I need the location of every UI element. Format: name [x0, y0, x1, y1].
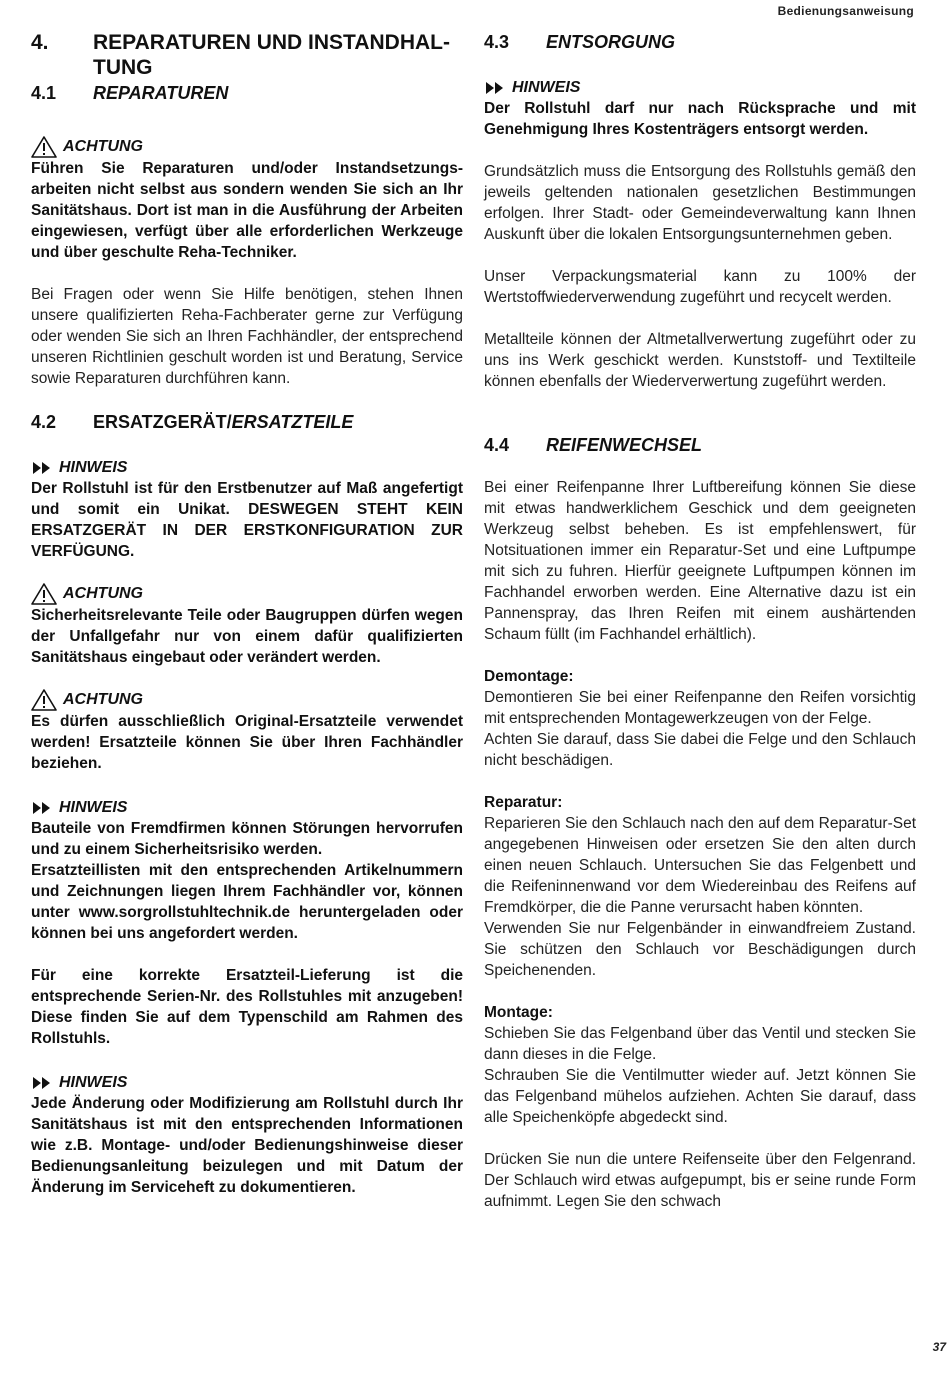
warning-text: Es dürfen ausschließlich Original-Ersatzteile verwendet werden! Ersatzteile können Sie über Ihren Fachhändler beziehen.	[31, 713, 463, 772]
paragraph: Bei einer Reifenpanne Ihrer Luftbereifung können Sie diese mit etwas handwerklichem Geschick und dem geeigneten Werkzeug selbst beheben. Es ist empfehlenswert, für Notsituationen immer ein Reparatur-Set und eine Luftpumpe mit sich zu fuhren. Hierfür geeignete Luftpumpen können im Fachhandel erworben werden. Eine Alternative dazu ist ein Pannenspray, das Ihren Reifen mit einem aushärtenden Schaum füllt (im Fachhandel erhältlich).	[484, 479, 916, 643]
section-number: 4.1	[31, 83, 57, 103]
paragraph: Metallteile können der Altmetallverwertung zugeführt oder zu uns ins Werk geschickt werden. Kunststoff- und Textilteile können ebenfalls der Wiederverwertung zugeführt werden.	[484, 331, 916, 390]
warning-triangle-icon	[31, 689, 57, 711]
section-number: 4.	[31, 31, 49, 54]
section-number: 4.3	[484, 32, 510, 52]
warning-label: ACHTUNG	[31, 136, 463, 158]
subheading-montage: Montage:	[484, 1004, 553, 1021]
paragraph: Schieben Sie das Felgenband über das Ventil und stecken Sie dann dieses in die Felge.	[484, 1025, 916, 1063]
warning-triangle-icon	[31, 583, 57, 605]
double-arrow-icon	[31, 1076, 53, 1090]
hint-text: Der Rollstuhl ist für den Erstbenutzer auf Maß angefertigt und somit ein Unikat. DESWEGEN STEHT KEIN ERSATZGERÄT IN DER ERSTKONFIGURATION ZUR VERFÜGUNG.	[31, 480, 463, 560]
warning-block	[31, 583, 463, 668]
section-4-1-heading	[31, 82, 463, 104]
paragraph: Achten Sie darauf, dass Sie dabei die Felge und den Schlauch nicht beschädigen.	[484, 731, 916, 769]
hint-text: Ersatzteillisten mit den entsprechenden Artikelnummern und Zeichnungen liegen Ihrem Fachhändler vor, können unter www.sorgrollstuhltechnik.de heruntergeladen oder können bei uns angefordert werden.	[31, 862, 463, 942]
section-title: REPARATUREN	[93, 83, 229, 103]
paragraph: Schrauben Sie die Ventilmutter wieder auf. Jetzt können Sie das Felgenband mühelos aufziehen. Achten Sie darauf, dass alle Speichenköpfe abgedeckt sind.	[484, 1067, 916, 1126]
hint-label: HINWEIS	[31, 458, 463, 478]
hint-text: Der Rollstuhl darf nur nach Rücksprache und mit Genehmigung Ihres Kostenträgers entsorgt werden.	[484, 100, 916, 138]
warning-block	[31, 136, 463, 263]
hint-block	[31, 1073, 463, 1198]
section-title: REIFENWECHSEL	[546, 435, 703, 455]
left-column	[31, 30, 463, 1198]
header-title: Bedienungsanweisung	[777, 4, 914, 18]
section-number: 4.2	[31, 412, 57, 432]
hint-block	[31, 458, 463, 562]
warning-block	[31, 689, 463, 774]
hint-block	[484, 78, 916, 140]
hint-label: HINWEIS	[31, 1073, 463, 1093]
double-arrow-icon	[31, 461, 53, 475]
bold-paragraph: Für eine korrekte Ersatzteil-Lieferung ist die entsprechende Serien-Nr. des Rollstuhles mit anzugeben! Diese finden Sie auf dem Typenschild am Rahmen des Rollstuhls.	[31, 967, 463, 1047]
section-4-4-heading	[484, 434, 916, 456]
double-arrow-icon	[484, 81, 506, 95]
page-number: 37	[932, 1340, 946, 1354]
warning-text: Sicherheitsrelevante Teile oder Baugruppen dürfen wegen der Unfallgefahr nur von einem dafür qualifizierten Sanitätshaus eingebaut oder verändert werden.	[31, 607, 463, 666]
section-title: ERSATZGERÄT/ERSATZTEILE	[93, 412, 354, 432]
paragraph: Grundsätzlich muss die Entsorgung des Rollstuhls gemäß den jeweils geltenden nationalen gesetzlichen Bestimmungen erfolgen. Ihrer Stadt- oder Gemeindeverwaltung kann Ihnen Auskunft über die lokalen Entsorgungsunternehmen geben.	[484, 163, 916, 243]
hint-block	[31, 798, 463, 944]
section-number: 4.4	[484, 435, 510, 455]
hint-label: HINWEIS	[31, 798, 463, 818]
right-column	[484, 30, 916, 1212]
hint-label: HINWEIS	[484, 78, 916, 98]
paragraph: Unser Verpackungsmaterial kann zu 100% der Wertstoffwiederverwendung zugeführt und recycelt werden.	[484, 268, 916, 306]
section-4-2-heading	[31, 411, 463, 433]
section-4-3-heading	[484, 31, 916, 53]
paragraph: Verwenden Sie nur Felgenbänder in einwandfreiem Zustand. Sie schützen den Schlauch vor Beschädigungen durch Speichenenden.	[484, 920, 916, 979]
section-title: ENTSORGUNG	[546, 32, 676, 52]
section-title: REPARATUREN UND INSTANDHAL-TUNG	[93, 31, 450, 79]
warning-label: ACHTUNG	[31, 689, 463, 711]
hint-text: Jede Änderung oder Modifizierung am Rollstuhl durch Ihr Sanitätshaus ist mit den entsprechenden Informationen wie z.B. Montage- und/oder Bedienungshinweise dieser Bedienungsanleitung beizulegen und mit Datum der Änderung im Serviceheft zu dokumentieren.	[31, 1095, 463, 1196]
warning-label: ACHTUNG	[31, 583, 463, 605]
hint-text: Bauteile von Fremdfirmen können Störungen hervorrufen und zu einem Sicherheitsrisiko werden.	[31, 820, 463, 858]
subheading-reparatur: Reparatur:	[484, 794, 563, 811]
warning-text: Führen Sie Reparaturen und/oder Instandsetzungs-arbeiten nicht selbst aus sondern wenden Sie sich an Ihr Sanitätshaus. Dort ist man in die Ausführung der Arbeiten eingewiesen, verfügt über alle erforderlichen Werkzeuge und über geschulte Reha-Techniker.	[31, 160, 463, 261]
subheading-demontage: Demontage:	[484, 668, 574, 685]
paragraph: Drücken Sie nun die untere Reifenseite über den Felgenrand. Der Schlauch wird etwas aufgepumpt, bis er seine runde Form aufnimmt. Legen Sie den schwach	[484, 1151, 916, 1210]
warning-triangle-icon	[31, 136, 57, 158]
paragraph: Demontieren Sie bei einer Reifenpanne den Reifen vorsichtig mit entsprechenden Montagewerkzeugen von der Felge.	[484, 689, 916, 727]
double-arrow-icon	[31, 801, 53, 815]
paragraph: Reparieren Sie den Schlauch nach den auf dem Reparatur-Set angegebenen Hinweisen oder ersetzen Sie den alten durch einen neuen Schlauch. Untersuchen Sie das Felgenbett und die Reifeninnenwand vor dem Wiedereinbau des Reifens auf Fremdkörper, die die Panne verursacht haben könnten.	[484, 815, 916, 916]
section-4-heading	[31, 30, 463, 80]
paragraph: Bei Fragen oder wenn Sie Hilfe benötigen, stehen Ihnen unsere qualifizierten Reha-Fachberater gerne zur Verfügung oder wenden Sie sich an Ihren Fachhändler, der entsprechend unseren Richtlinien geschult worden ist und Beratung, Service sowie Reparaturen durchführen kann.	[31, 286, 463, 387]
